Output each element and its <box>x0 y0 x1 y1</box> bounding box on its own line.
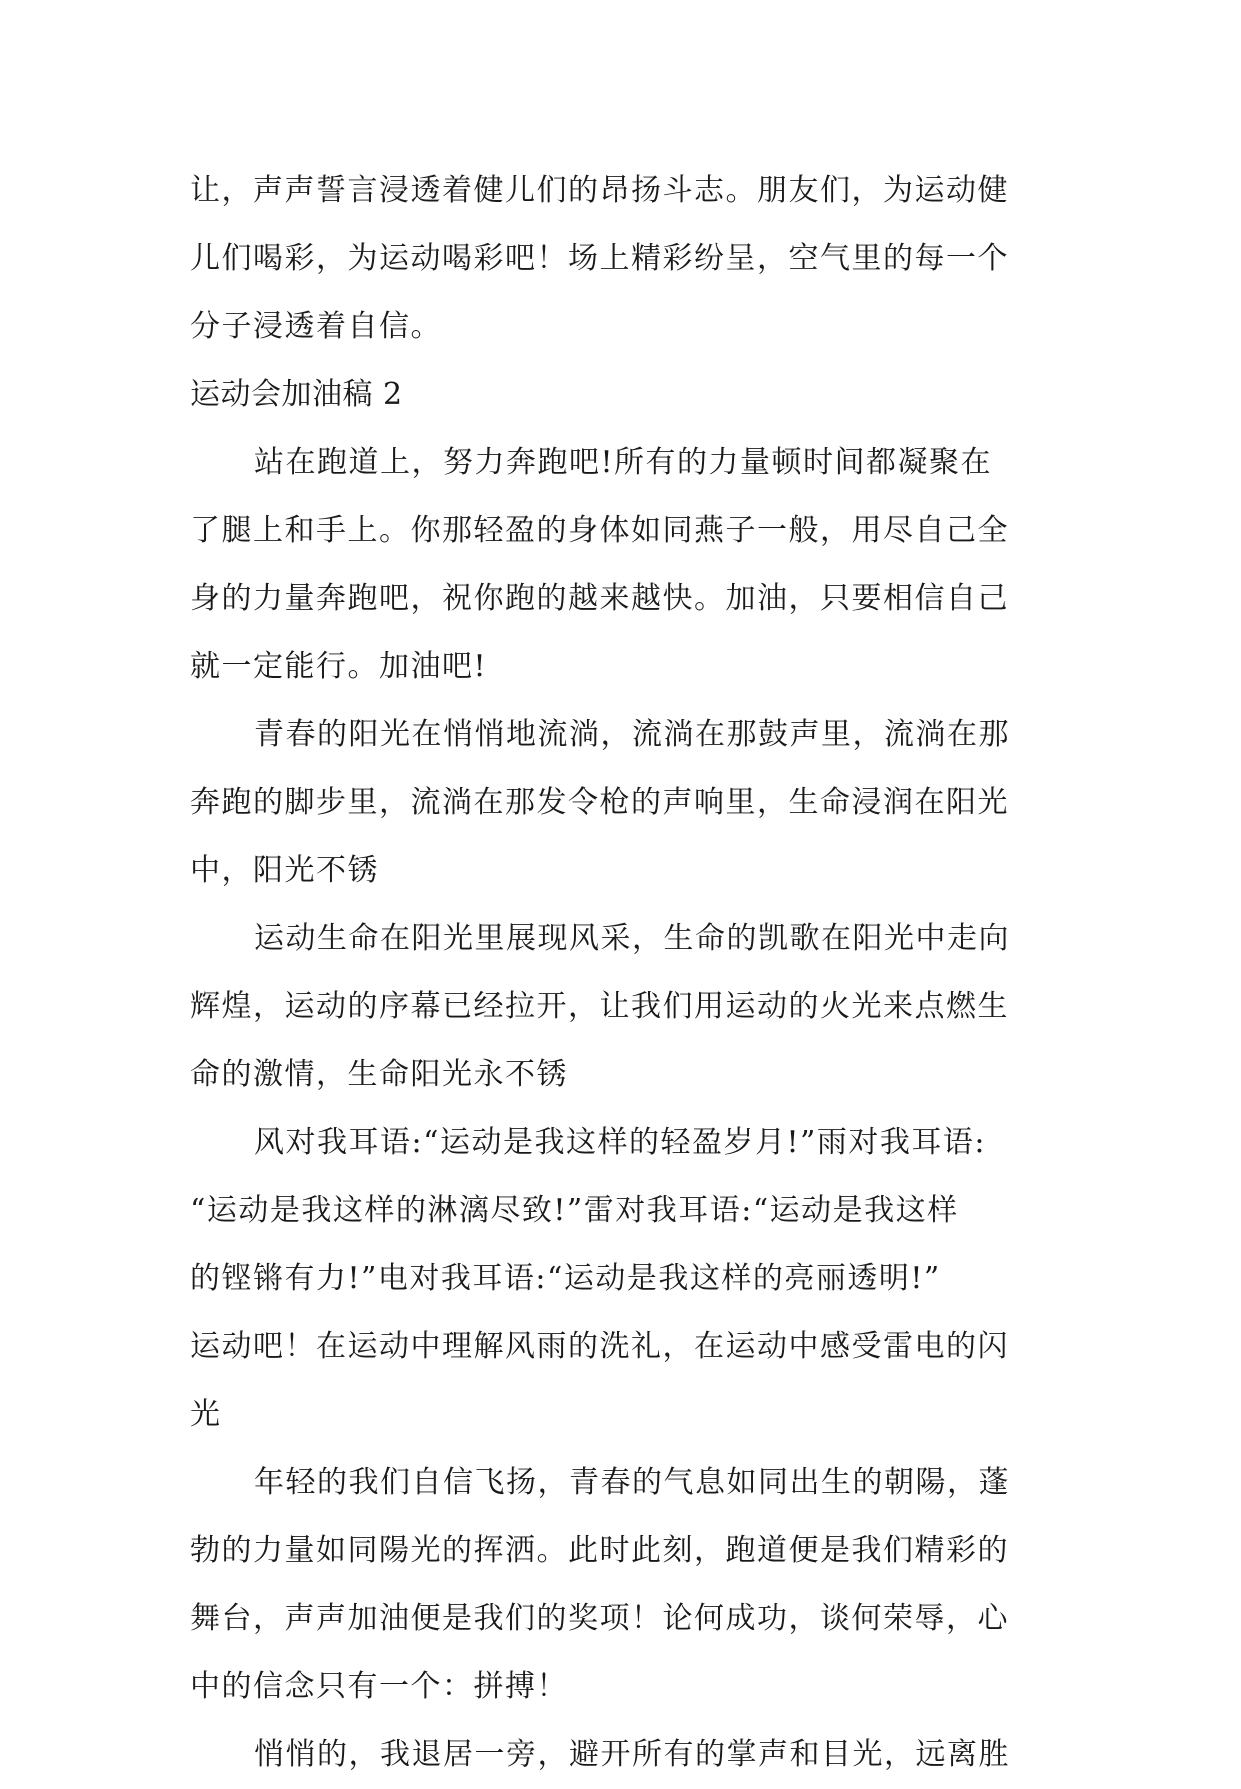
paragraph <box>190 429 1050 701</box>
text-line: 了腿上和手上。你那轻盈的身体如同燕子一般，用尽自己全 <box>190 513 1009 548</box>
text-line: 站在跑道上，努力奔跑吧!所有的力量顿时间都凝聚在 <box>254 445 993 480</box>
text-line: 风对我耳语:“运动是我这样的轻盈岁月!”雨对我耳语: <box>254 1125 986 1160</box>
text-line: 悄悄的，我退居一旁，避开所有的掌声和目光，远离胜 <box>254 1737 1010 1772</box>
text-line: 中的信念只有一个：拼搏！ <box>190 1669 568 1704</box>
paragraph <box>190 1721 1050 1789</box>
document-body <box>190 157 1050 1789</box>
text-line: 身的力量奔跑吧，祝你跑的越来越快。加油，只要相信自己 <box>190 581 1009 616</box>
text-line: 命的激情，生命阳光永不锈 <box>190 1057 568 1092</box>
section-heading: 运动会加油稿 2 <box>190 377 403 412</box>
text-line: 中，阳光不锈 <box>190 853 379 888</box>
paragraph <box>190 1449 1050 1721</box>
text-line: 运动吧！在运动中理解风雨的洗礼，在运动中感受雷电的闪 <box>190 1329 1009 1364</box>
text-line: 青春的阳光在悄悄地流淌，流淌在那鼓声里，流淌在那 <box>254 717 1010 752</box>
paragraph <box>190 1109 1050 1449</box>
paragraph <box>190 905 1050 1109</box>
paragraph <box>190 701 1050 905</box>
text-line: “运动是我这样的淋漓尽致!”雷对我耳语:“运动是我这样 <box>190 1193 959 1228</box>
text-line: 分子浸透着自信。 <box>190 309 442 344</box>
text-line: 儿们喝彩，为运动喝彩吧！场上精彩纷呈，空气里的每一个 <box>190 241 1009 276</box>
text-line: 勃的力量如同陽光的挥洒。此时此刻，跑道便是我们精彩的 <box>190 1533 1009 1568</box>
text-line: 光 <box>190 1397 222 1432</box>
text-line: 辉煌，运动的序幕已经拉开，让我们用运动的火光来点燃生 <box>190 989 1009 1024</box>
text-line: 舞台，声声加油便是我们的奖项！论何成功，谈何荣辱，心 <box>190 1601 1009 1636</box>
text-line: 让，声声誓言浸透着健儿们的昂扬斗志。朋友们，为运动健 <box>190 173 1009 208</box>
text-line: 就一定能行。加油吧! <box>190 649 488 684</box>
text-line: 运动生命在阳光里展现风采，生命的凯歌在阳光中走向 <box>254 921 1010 956</box>
text-line: 的铿锵有力!”电对我耳语:“运动是我这样的亮丽透明!” <box>190 1261 941 1296</box>
text-line: 年轻的我们自信飞扬，青春的气息如同出生的朝陽，蓬 <box>254 1465 1010 1500</box>
text-line: 奔跑的脚步里，流淌在那发令枪的声响里，生命浸润在阳光 <box>190 785 1009 820</box>
